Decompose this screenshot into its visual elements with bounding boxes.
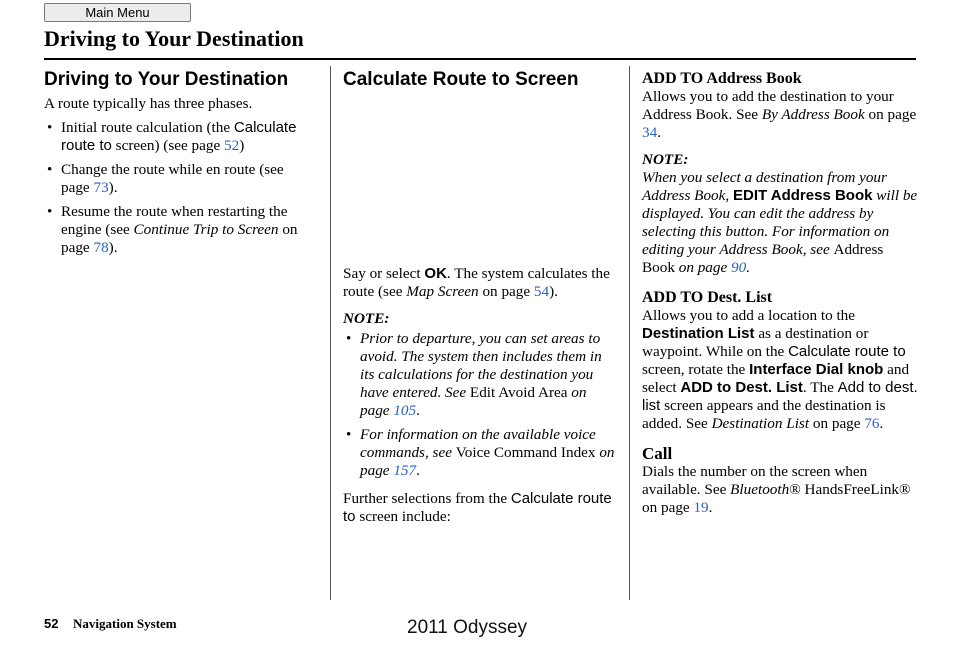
text: Dials the number on the screen when available. See xyxy=(642,463,868,498)
watermark-text: 2011 Odyssey xyxy=(407,617,528,638)
text: ) xyxy=(239,137,245,154)
text: . xyxy=(416,402,420,419)
column-3 xyxy=(642,66,918,517)
text: ® HandsFreeLink® on page xyxy=(642,481,911,516)
reference-title: Map Screen xyxy=(406,283,479,300)
ui-label: Calculate route to xyxy=(343,490,612,525)
intro-text: A route typically has three phases. xyxy=(44,95,253,112)
text: Prior to departure, you can set areas to avoid. The system then includes them in its calculations for the destination you have entered. See xyxy=(360,330,602,401)
reference-title: Address Book xyxy=(642,241,884,276)
page-link[interactable]: 54 xyxy=(533,283,550,300)
page-link[interactable]: 19 xyxy=(693,499,709,516)
column-1 xyxy=(44,66,310,263)
main-menu-button[interactable]: Main Menu xyxy=(44,3,191,22)
column-2 xyxy=(343,66,615,526)
text: ). xyxy=(108,239,118,256)
ui-label: EDIT Address Book xyxy=(732,187,873,204)
paragraph xyxy=(642,307,918,433)
subsection-heading: Call xyxy=(642,444,673,463)
page-link[interactable]: 105 xyxy=(393,402,417,419)
page-link[interactable]: 76 xyxy=(864,415,880,432)
text: screen) (see page xyxy=(111,137,225,154)
list-item xyxy=(44,161,310,197)
text: Allows you to add the destination to your Address Book. See xyxy=(642,88,894,123)
page-link[interactable]: 90 xyxy=(731,259,747,276)
text: . The system calculates the route (see xyxy=(343,265,610,300)
text: Change the route while en route (see page xyxy=(61,161,284,196)
text: . xyxy=(657,124,661,141)
text: on page xyxy=(478,283,534,300)
ui-label: Add to dest. list xyxy=(642,379,918,414)
page-link[interactable]: 52 xyxy=(224,137,240,154)
text: on page xyxy=(674,259,732,276)
ui-label: Destination List xyxy=(642,325,755,342)
column-divider-1 xyxy=(330,66,331,600)
section-heading: Calculate Route to Screen xyxy=(343,69,579,90)
subsection-heading: ADD TO Address Book xyxy=(642,70,802,87)
reference-title: Continue Trip to Screen xyxy=(133,221,279,238)
reference-title: Destination List xyxy=(711,415,810,432)
text: ). xyxy=(549,283,558,300)
reference-title: By Address Book xyxy=(761,106,865,123)
list-item xyxy=(44,203,310,257)
text: For information on the available voice commands, see xyxy=(360,426,596,461)
page-link[interactable]: 73 xyxy=(93,179,109,196)
text: . xyxy=(879,415,884,432)
text: on page xyxy=(864,106,917,123)
ui-label: Calculate route to xyxy=(788,343,906,360)
text: Say or select xyxy=(343,265,425,282)
text: . xyxy=(746,259,751,276)
text: . The xyxy=(802,379,838,396)
ui-label: OK xyxy=(424,265,447,282)
screen-image-placeholder xyxy=(343,95,615,265)
column-divider-2 xyxy=(629,66,630,600)
text: Further selections from the xyxy=(343,490,511,507)
footer-section-title: Navigation System xyxy=(73,616,177,631)
text: screen include: xyxy=(355,508,451,525)
text: Allows you to add a location to the xyxy=(642,307,856,324)
subsection-heading: ADD TO Dest. List xyxy=(642,289,773,306)
page-link[interactable]: 34 xyxy=(642,124,658,141)
page-link[interactable]: 157 xyxy=(393,462,417,479)
ui-label: ADD to Dest. List xyxy=(680,379,803,396)
ui-label: Interface Dial knob xyxy=(749,361,884,378)
phase-list xyxy=(44,119,310,257)
list-item xyxy=(343,330,615,420)
text: on page xyxy=(809,415,865,432)
list-item xyxy=(343,426,615,480)
page-link[interactable]: 78 xyxy=(93,239,109,256)
text: on page xyxy=(61,221,298,256)
reference-title: Voice Command Index xyxy=(455,444,596,461)
text: screen appears and the destination is added. See xyxy=(642,397,886,432)
header-rule xyxy=(44,58,916,60)
text: Initial route calculation (the xyxy=(61,119,234,136)
text: . xyxy=(708,499,713,516)
text: will be displayed. You can edit the address by selecting this button. For information on editing your Address Book, see xyxy=(642,187,918,258)
reference-title: Bluetooth xyxy=(730,481,790,498)
note-heading: NOTE: xyxy=(642,151,689,168)
text: Resume the route when restarting the engine (see xyxy=(61,203,288,238)
text: on page xyxy=(360,384,587,419)
paragraph xyxy=(343,490,615,526)
text: as a destination or waypoint. While on the xyxy=(642,325,869,360)
ui-label: Calculate route to xyxy=(61,119,297,154)
reference-title: Edit Avoid Area xyxy=(469,384,568,401)
page-header-title: Driving to Your Destination xyxy=(44,26,304,51)
text: and select xyxy=(642,361,910,396)
note-heading: NOTE: xyxy=(343,310,390,327)
text: ). xyxy=(108,179,118,196)
text: screen, rotate the xyxy=(642,361,750,378)
list-item xyxy=(44,119,310,155)
note-list xyxy=(343,330,615,480)
paragraph xyxy=(642,88,918,142)
note-text xyxy=(642,169,918,277)
paragraph xyxy=(343,265,615,301)
text: When you select a destination from your Address Book, xyxy=(642,169,887,204)
text: . xyxy=(416,462,420,479)
page-number: 52 xyxy=(44,616,59,631)
paragraph xyxy=(642,463,918,517)
text: on page xyxy=(360,444,615,479)
section-heading: Driving to Your Destination xyxy=(44,69,289,90)
